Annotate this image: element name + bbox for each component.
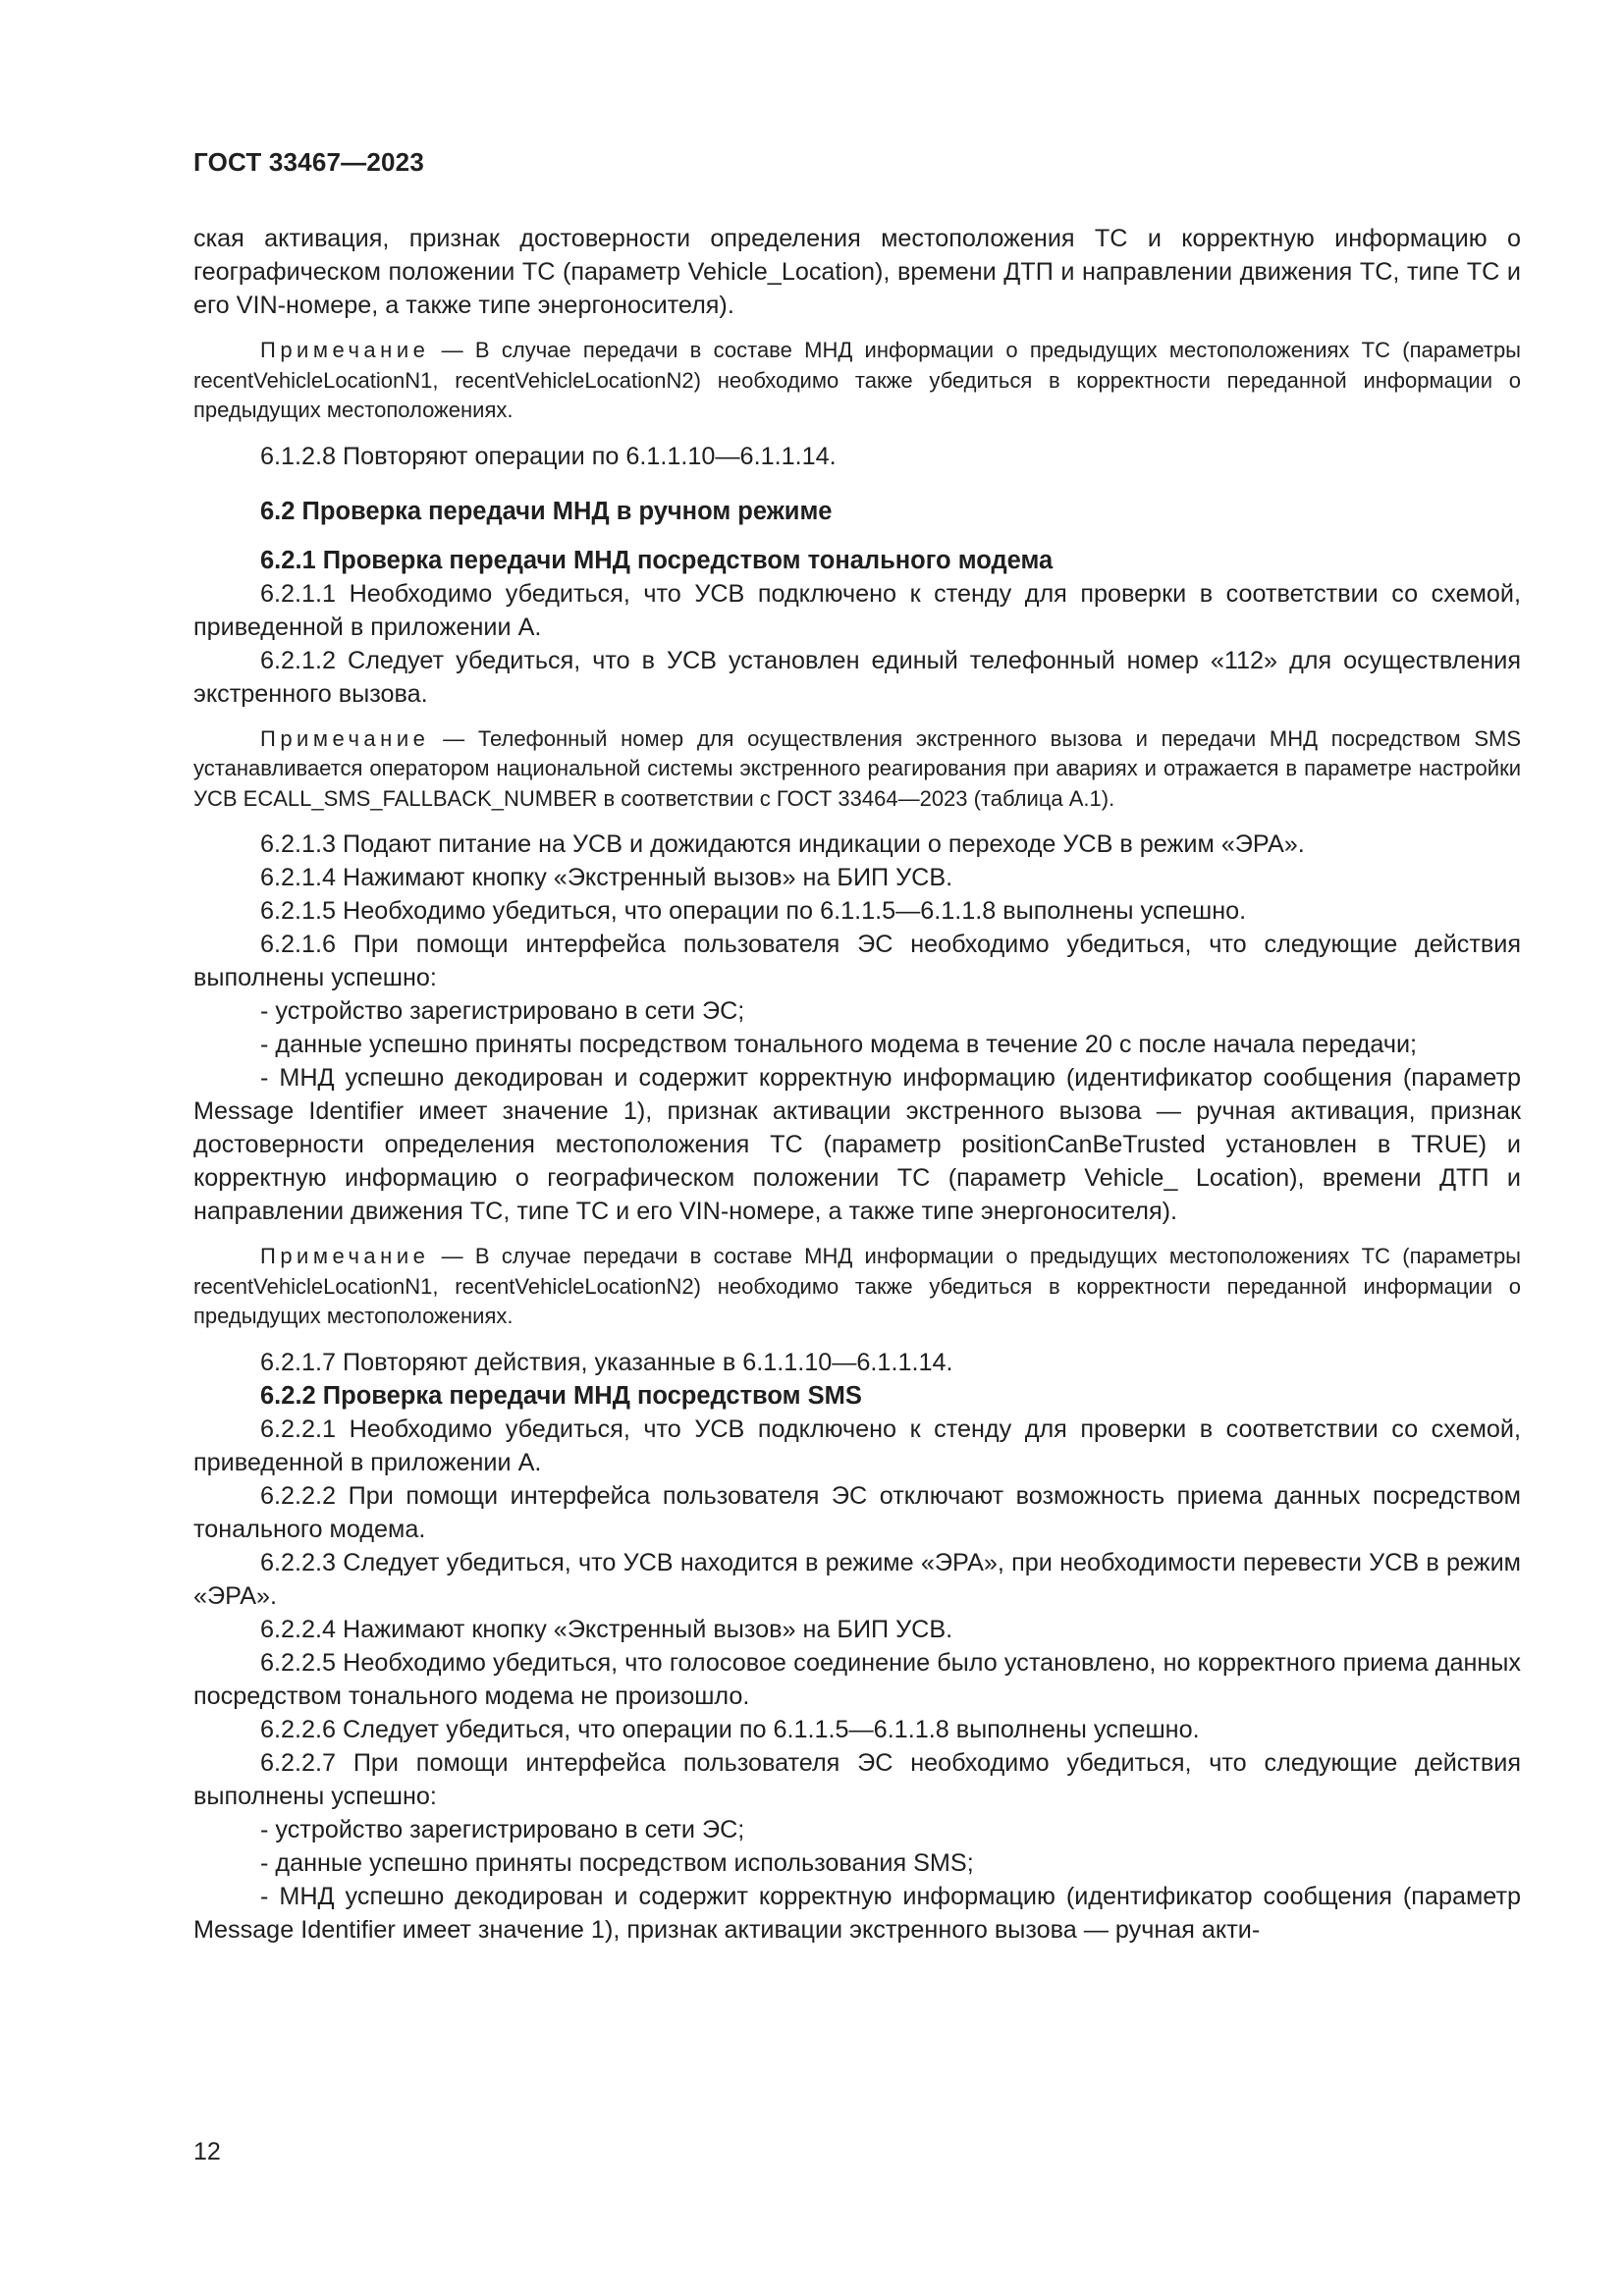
list-item: - МНД успешно декодирован и содержит корректную информацию (идентификатор сообщения (параметр Message Identifier имеет значение 1), признак активации экстренного вызова — ручная активация, признак достоверности определения местоположения ТС (параметр positionCanBeTrusted установлен в TRUE) и корректную информацию о географическом положении ТС (параметр Vehicle_ Location), времени ДТП и направлении движения ТС, типе ТС и его VIN-номере, а также типе энергоносителя). [193, 1064, 1521, 1225]
paragraph: ская активация, признак достоверности определения местоположения ТС и корректную информацию о географическом положении ТС (параметр Vehicle_Location), времени ДТП и направлении движения ТС, типе ТС и его VIN-номере, а также типе энергоносителя). [193, 225, 1521, 319]
paragraph: 6.2.2.2 При помощи интерфейса пользователя ЭС отключают возможность приема данных посредством тонального модема. [193, 1481, 1521, 1543]
paragraph: 6.2.2.3 Следует убедиться, что УСВ находится в режиме «ЭРА», при необходимости перевести УСВ в режим «ЭРА». [193, 1548, 1521, 1610]
paragraph: 6.2.1.4 Нажимают кнопку «Экстренный вызов» на БИП УСВ. [260, 864, 953, 891]
document-header: ГОСТ 33467—2023 [193, 147, 424, 177]
note-text: — Телефонный номер для осуществления экстренного вызова и передачи МНД посредством SMS устанавливается оператором национальной системы экстренного реагирования при авариях и отражается в параметре настройки УСВ ECALL_SMS_FALLBACK_NUMBER в соответствии с ГОСТ 33464—2023 (таблица А.1). [193, 725, 1521, 811]
note-text: — В случае передачи в составе МНД информации о предыдущих местоположениях ТС (параметры recentVehicleLocationN1, recentVehicleLocationN2) необходимо также убедиться в корректности переданной информации о предыдущих местоположениях. [193, 338, 1521, 422]
note [193, 336, 1521, 426]
paragraph: 6.2.2.4 Нажимают кнопку «Экстренный вызов» на БИП УСВ. [260, 1615, 953, 1643]
paragraph: 6.2.1.7 Повторяют действия, указанные в 6.1.1.10—6.1.1.14. [260, 1348, 953, 1376]
list-item: - МНД успешно декодирован и содержит корректную информацию (идентификатор сообщения (параметр Message Identifier имеет значение 1), признак активации экстренного вызова — ручная акти- [193, 1882, 1521, 1944]
paragraph: 6.2.1.1 Необходимо убедиться, что УСВ подключено к стенду для проверки в соответствии со схемой, приведенной в приложении А. [193, 579, 1521, 641]
paragraph: 6.2.1.2 Следует убедиться, что в УСВ установлен единый телефонный номер «112» для осуществления экстренного вызова. [193, 646, 1521, 708]
list-item: - данные успешно приняты посредством использования SMS; [260, 1848, 974, 1877]
note-label: Примечание [260, 338, 430, 362]
paragraph: 6.2.1.6 При помощи интерфейса пользователя ЭС необходимо убедиться, что следующие действия выполнены успешно: [193, 931, 1521, 991]
paragraph: 6.2.2.1 Необходимо убедиться, что УСВ подключено к стенду для проверки в соответствии со схемой, приведенной в приложении А. [193, 1415, 1521, 1476]
note-label: Примечание [260, 725, 430, 751]
note [193, 724, 1521, 815]
note [193, 1242, 1521, 1332]
list-item: - устройство зарегистрировано в сети ЭС; [260, 997, 745, 1025]
document-body [193, 222, 1521, 1947]
paragraph: 6.2.2.6 Следует убедиться, что операции по 6.1.1.5—6.1.1.8 выполнены успешно. [260, 1715, 1200, 1743]
subsection-heading: 6.2.2 Проверка передачи МНД посредством SMS [260, 1381, 862, 1410]
page-number: 12 [193, 2138, 221, 2165]
paragraph: 6.2.2.7 При помощи интерфейса пользователя ЭС необходимо убедиться, что следующие действия выполнены успешно: [193, 1748, 1521, 1810]
list-item: - данные успешно приняты посредством тонального модема в течение 20 с после начала передачи; [260, 1031, 1418, 1058]
paragraph: 6.2.2.5 Необходимо убедиться, что голосовое соединение было установлено, но корректного приема данных посредством тонального модема не произошло. [193, 1648, 1521, 1710]
paragraph: 6.1.2.8 Повторяют операции по 6.1.1.10—6.1.1.14. [260, 442, 837, 470]
note-label: Примечание [260, 1244, 430, 1268]
section-heading: 6.2 Проверка передачи МНД в ручном режиме [260, 497, 833, 525]
note-text: — В случае передачи в составе МНД информации о предыдущих местоположениях ТС (параметры recentVehicleLocationN1, recentVehicleLocationN2) необходимо также убедиться в корректности переданной информации о предыдущих местоположениях. [193, 1244, 1521, 1328]
list-item: - устройство зарегистрировано в сети ЭС; [260, 1815, 745, 1843]
subsection-heading: 6.2.1 Проверка передачи МНД посредством тонального модема [260, 546, 1054, 574]
paragraph: 6.2.1.3 Подают питание на УСВ и дожидаются индикации о переходе УСВ в режим «ЭРА». [260, 830, 1305, 858]
paragraph: 6.2.1.5 Необходимо убедиться, что операции по 6.1.1.5—6.1.1.8 выполнены успешно. [260, 897, 1247, 925]
